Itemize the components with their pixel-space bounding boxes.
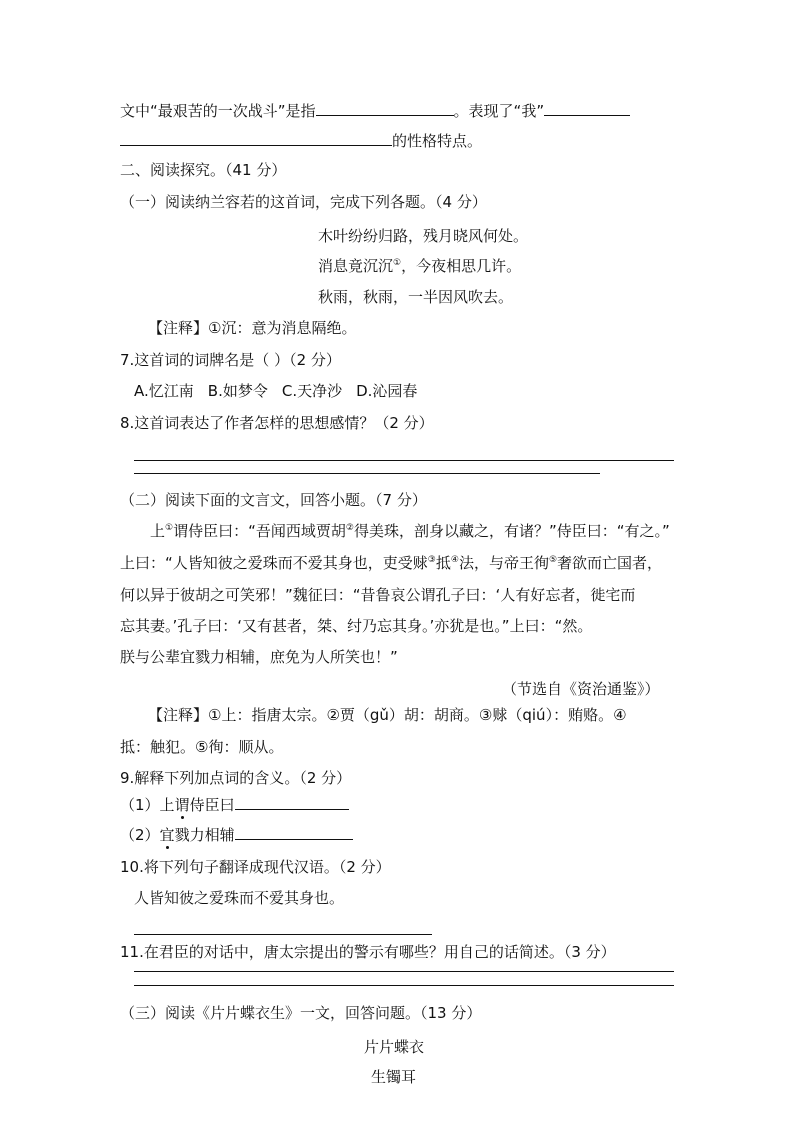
article-title: 片片蝶衣 bbox=[364, 1038, 425, 1056]
part-1-heading: （一）阅读纳兰容若的这首词，完成下列各题。（4 分） bbox=[120, 193, 487, 211]
question-9-2: （2）宜戮力相辅 bbox=[120, 824, 353, 845]
text-notes-line-2: 抵：触犯。⑤徇：顺从。 bbox=[120, 738, 284, 756]
text-notes-line-1: 【注释】①上：指唐太宗。②贾（gǔ）胡：胡商。③赇（qiú）：贿赂。④ bbox=[148, 706, 627, 724]
question-9: 9.解释下列加点词的含义。（2 分） bbox=[120, 769, 352, 787]
classical-text-line-3: 何以异于彼胡之可笑邪！”魏征曰：“昔鲁哀公谓孔子曰：‘人有好忘者，徙宅而 bbox=[120, 586, 636, 604]
option-b[interactable]: B.如梦令 bbox=[207, 382, 268, 400]
part-3-heading: （三）阅读《片片蝶衣生》一文，回答问题。（13 分） bbox=[120, 1004, 482, 1022]
q9-1-answer-blank[interactable] bbox=[235, 794, 349, 810]
text-source: （节选自《资治通鉴》） bbox=[502, 680, 660, 698]
q6-line-1 bbox=[120, 100, 630, 121]
classical-text-line-5: 朕与公辈宜戮力相辅，庶免为人所笑也！” bbox=[120, 648, 398, 666]
poem-line-2-a: 消息竟沉沉 bbox=[318, 257, 394, 275]
classical-text-line-1: 上①谓侍臣曰：“吾闻西域贾胡②得美珠，剖身以藏之，有诸？”侍臣曰：“有之。” bbox=[150, 522, 670, 540]
section-2-heading: 二、阅读探究。（41 分） bbox=[120, 161, 287, 179]
q8-answer-line-2[interactable] bbox=[134, 473, 600, 474]
dotted-word-2: 宜 bbox=[159, 826, 175, 844]
article-author: 生镯耳 bbox=[371, 1068, 417, 1086]
q6-answer-blank-3[interactable] bbox=[120, 130, 392, 146]
poem-line-3: 秋雨，秋雨，一半因风吹去。 bbox=[318, 288, 514, 306]
classical-text-line-2: 上曰：“人皆知彼之爱珠而不爱其身也，吏受赇③抵④法，与帝王徇⑤奢欲而亡国者， bbox=[120, 554, 663, 572]
q9-2-answer-blank[interactable] bbox=[235, 824, 353, 840]
q6-answer-blank-1[interactable] bbox=[316, 100, 454, 116]
q11-answer-line-1[interactable] bbox=[134, 971, 674, 972]
poem-note: 【注释】①沉：意为消息隔绝。 bbox=[148, 319, 357, 337]
q8-answer-line-1[interactable] bbox=[134, 460, 674, 461]
q6-line-2 bbox=[120, 130, 482, 151]
option-d[interactable]: D.沁园春 bbox=[356, 382, 418, 400]
question-9-1: （1）上谓侍臣曰 bbox=[120, 794, 349, 815]
option-c[interactable]: C.天净沙 bbox=[281, 382, 343, 400]
q6-answer-blank-2[interactable] bbox=[544, 100, 630, 116]
part-2-heading: （二）阅读下面的文言文，回答小题。（7 分） bbox=[120, 491, 427, 509]
question-7: 7.这首词的词牌名是（ ）（2 分） bbox=[120, 351, 341, 369]
question-10-sentence: 人皆知彼之爱珠而不爱其身也。 bbox=[134, 889, 345, 907]
q6-text-b: 。表现了“我” bbox=[453, 102, 545, 120]
q6-text-c: 的性格特点。 bbox=[392, 132, 483, 150]
question-11: 11.在君臣的对话中，唐太宗提出的警示有哪些？用自己的话简述。（3 分） bbox=[120, 943, 616, 961]
q6-text-a: 文中“最艰苦的一次战斗”是指 bbox=[120, 102, 316, 120]
q11-answer-line-2[interactable] bbox=[134, 985, 674, 986]
dotted-word-1: 谓 bbox=[174, 796, 190, 814]
question-7-options bbox=[134, 381, 417, 401]
poem-line-2 bbox=[318, 256, 521, 276]
poem-note-mark: ① bbox=[393, 258, 402, 268]
option-a[interactable]: A.忆江南 bbox=[134, 382, 194, 400]
question-10: 10.将下列句子翻译成现代汉语。（2 分） bbox=[120, 858, 391, 876]
question-8: 8.这首词表达了作者怎样的思想感情？（2 分） bbox=[120, 414, 434, 432]
poem-line-1: 木叶纷纷归路，残月晓风何处。 bbox=[318, 227, 529, 245]
classical-text-line-4: 忘其妻。’孔子曰：‘又有甚者，桀、纣乃忘其身。’亦犹是也。”上曰：“然。 bbox=[120, 617, 593, 635]
poem-line-2-b: ，今夜相思几许。 bbox=[401, 257, 522, 275]
q10-answer-line[interactable] bbox=[134, 934, 432, 935]
